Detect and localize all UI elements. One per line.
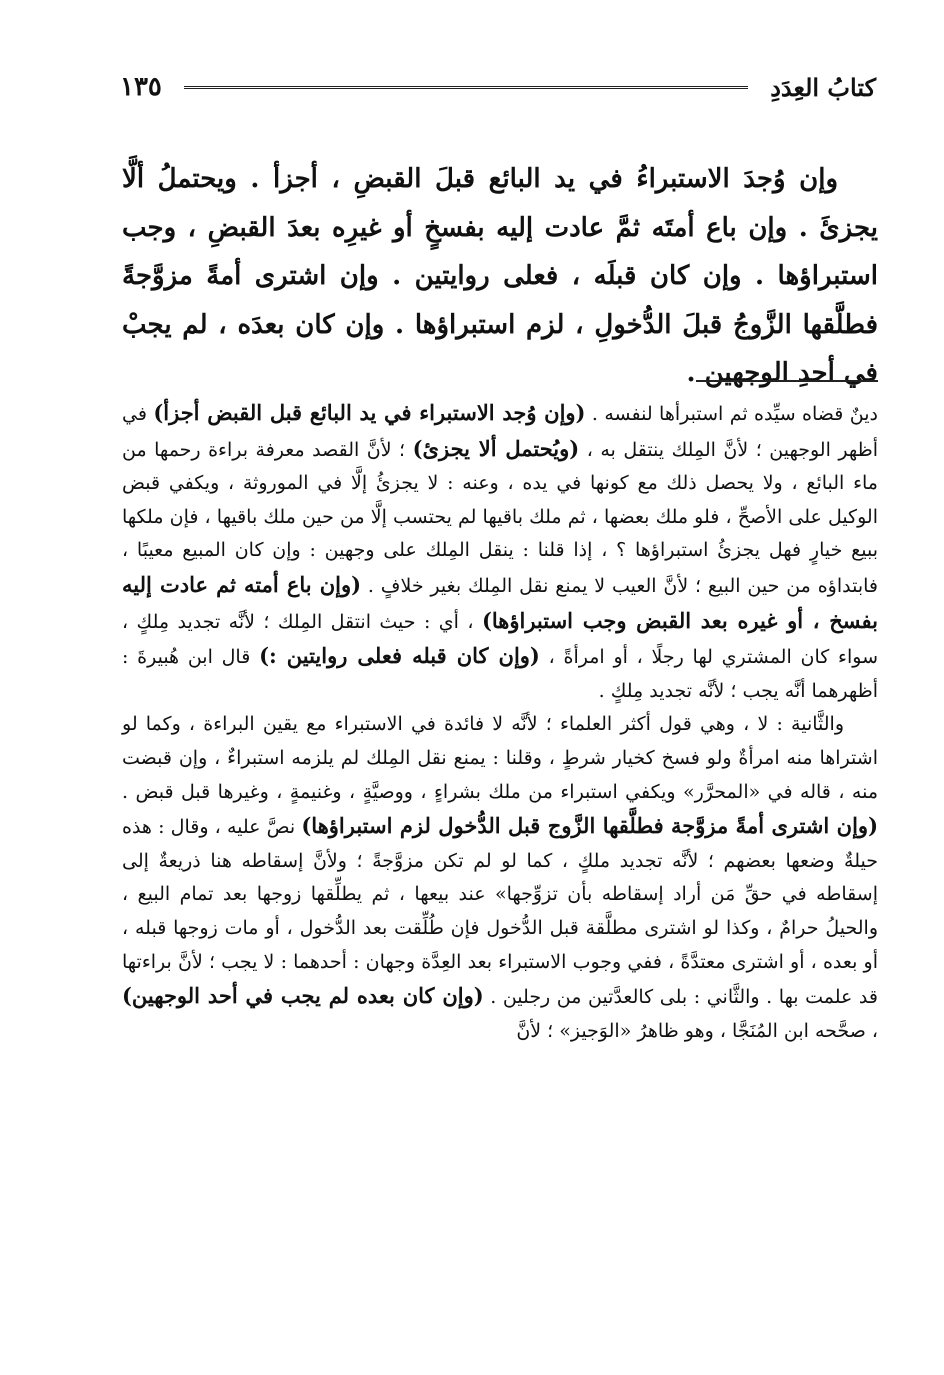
quoted-main-text: (وإن اشترى أمةً مزوَّجة فطلَّقها الزَّوج قبل الدُّخول لزم استبراؤها) [301, 813, 878, 839]
quoted-main-text: (وإن باع أمته ثم عادت إليه بفسخ ، أو غيره بعد القبض وجب استبراؤها) [122, 571, 878, 633]
page-header [120, 62, 876, 112]
page-number: ١٣٥ [120, 72, 162, 102]
quoted-main-text: (ويُحتمل ألا يجزئ) [412, 435, 580, 461]
commentary [122, 396, 878, 1048]
commentary-text: دينٌ قضاه سيِّده ثم استبرأها لنفسه . [585, 403, 878, 425]
footnote-separator [696, 380, 878, 382]
quoted-main-text: (وإن كان بعده لم يجب في أحد الوجهين) [122, 983, 484, 1009]
commentary-text: في أظهر الوجهين ؛ لأنَّ المِلك ينتقل به ، [122, 403, 878, 461]
commentary-text: ، صحَّحه ابن المُنَجَّا ، وهو ظاهرُ «الوَجيز» ؛ لأنَّ [516, 1019, 878, 1042]
quoted-main-text: (وإن وُجد الاستبراء في يد البائع قبل القبض أجزأ) [153, 400, 586, 425]
main-text-paragraph: وإن وُجدَ الاستبراءُ في يد البائع قبلَ القبضِ ، أجزأ . ويحتملُ ألَّا يجزئَ . وإن باع أمتَه ثمَّ عادت إليه بفسخٍ أو غيرِه بعدَ القبضِ ، وجب استبراؤها . وإن كان قبلَه ، فعلى روايتين . وإن اشترى أمةً مزوَّجةً فطلَّقها الزَّوجُ قبلَ الدُّخولِ ، لزم استبراؤها . وإن كان بعدَه ، لم يجبْ في أحدِ الوجهين . [122, 164, 878, 388]
quoted-main-text: (وإن كان قبله فعلى روايتين :) [259, 643, 540, 669]
commentary-text: نصَّ عليه ، وقال : هذه حيلةٌ وضعها بعضهم ؛ لأنَّه تجديد ملكٍ ، كما لو لم تكن مزوَّجةً ؛ ولأنَّ إسقاطه هنا ذريعةٌ إلى إسقاطه في حقِّ مَن أراد إسقاطه بأن تزوِّجها» عند بيعها ، ثم يطلِّقها زوجها بعد تمام البيع ، والحيلُ حرامٌ ، وكذا لو اشترى مطلَّقة قبل الدُّخول فإن طُلِّقت بعد الدُّخول ، أو مات زوجها قبله ، أو بعده ، أو اشترى معتدَّةً ، ففي وجوب الاستبراء بعد العِدَّة وجهان : أحدهما : لا يجب ؛ لأنَّ براءتها قد علمت بها . والثَّاني : بلى كالعدَّتين من رجلين . [122, 816, 878, 1009]
commentary-text: ، أي : حيث انتقل المِلك ؛ لأنَّه تجديد مِلكٍ ، سواء كان المشتري لها رجلًا ، أو امرأةً ، [122, 610, 878, 669]
commentary-text: والثَّانية : لا ، وهي قول أكثر العلماء ؛ لأنَّه لا فائدة في الاستبراء مع يقين البراءة ، وكما لو اشتراها منه امرأةٌ ولو فسخ كخيار شرطٍ ، وقلنا : يمنع نقل المِلك لم يلزمه استبراءٌ ، وإن قبضت منه ، قاله في «المحرَّر» ويكفي استبراء من ملك بشراءٍ ، ووصيَّةٍ ، وغنيمةٍ ، وغيرها قبل قبض . [122, 713, 878, 803]
commentary-paragraph-1 [122, 396, 878, 708]
main-text [122, 155, 878, 398]
commentary-text: ؛ لأنَّ القصد معرفة براءة رحمها من ماء البائع ، ولا يحصل ذلك مع كونها في يده ، وعنه : لا يجزئُ إلَّا في الموروثة ، ويكفي قبض الوكيل على الأصحِّ ، فلو ملك بعضها ، ثم ملك باقيها لم يحتسب إلَّا من حين ملك باقيها ، فإن ملكها ببيع خيارٍ فهل يجزئُ استبراؤها ؟ ، إذا قلنا : ينقل المِلك على وجهين : وإن كان المبيع معيبًا ، فابتداؤه من حين البيع ؛ لأنَّ العيب لا يمنع نقل المِلك بغير خلافٍ . [122, 438, 878, 597]
commentary-text: قال ابن هُبيرةَ : أظهرهما أنَّه يجب ؛ لأنَّه تجديد مِلكٍ . [122, 646, 878, 702]
commentary-paragraph-2 [122, 708, 878, 1048]
running-title: كتابُ العِدَدِ [770, 72, 876, 102]
header-rule [184, 86, 748, 89]
